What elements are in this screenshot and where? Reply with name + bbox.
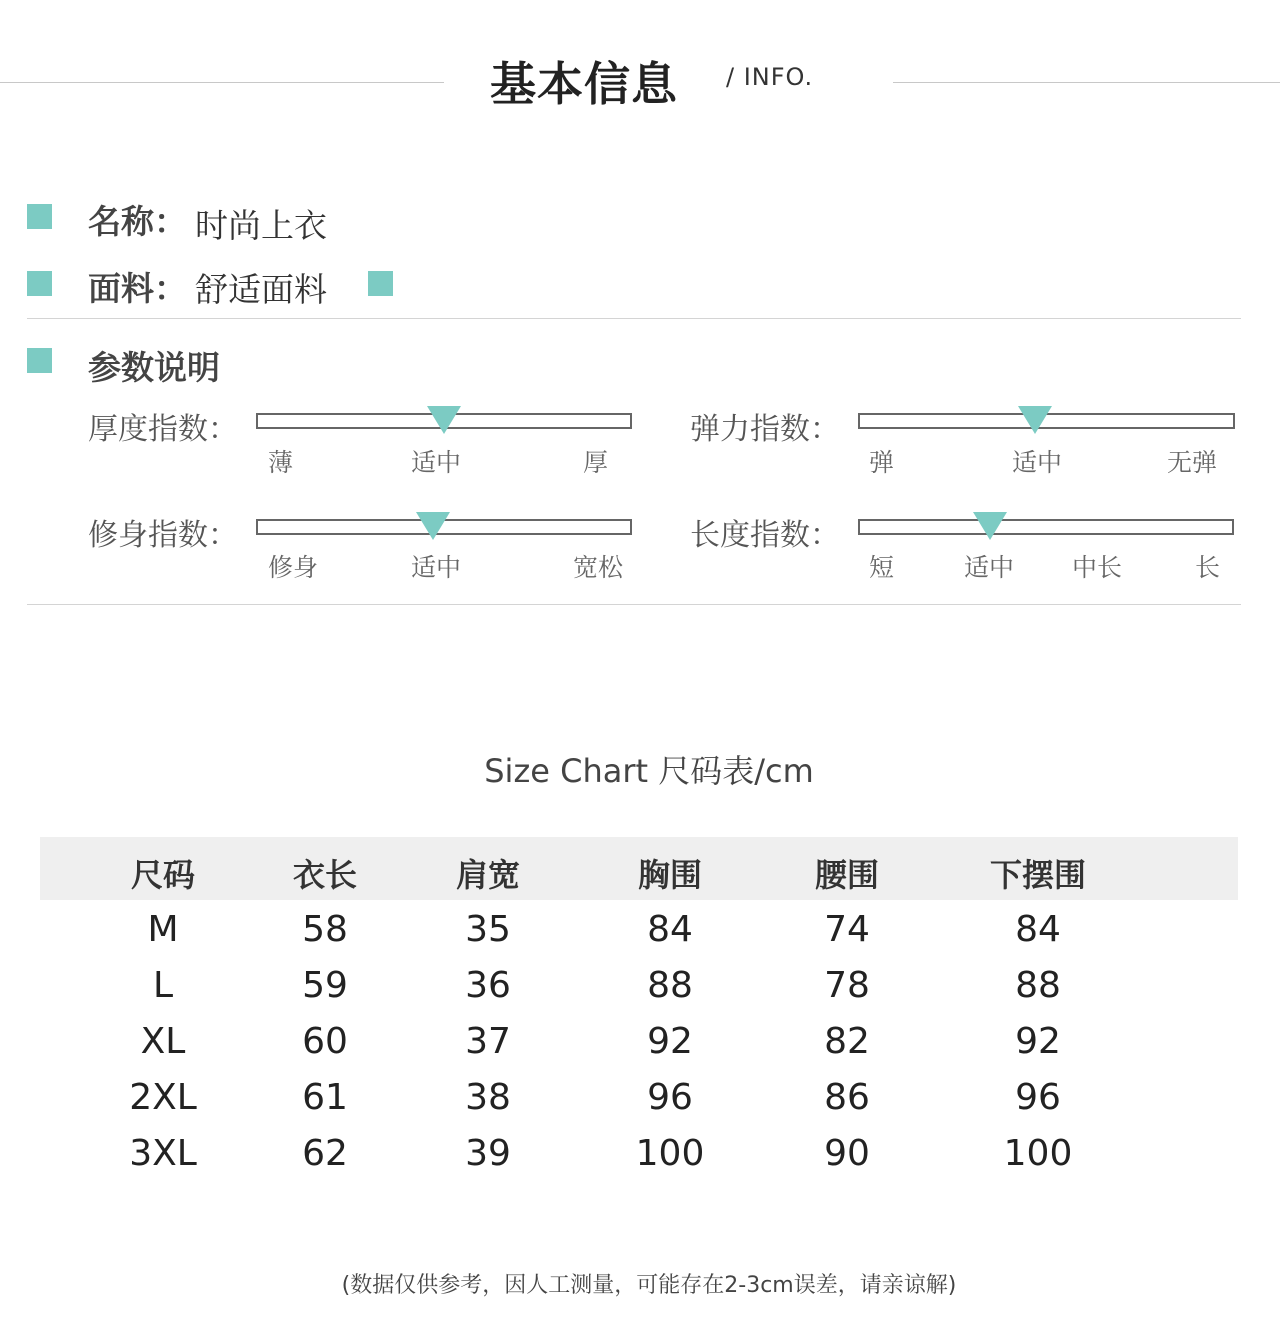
thickness-tick-thick: 厚 xyxy=(583,448,609,477)
fit-tick-medium: 适中 xyxy=(411,553,462,582)
fabric-label: 面料： xyxy=(88,269,187,308)
length-index-marker-icon xyxy=(973,512,1007,540)
divider xyxy=(27,604,1241,605)
table-cell: 92 xyxy=(1015,1021,1061,1062)
table-cell: 74 xyxy=(824,909,870,950)
length-index-label: 长度指数： xyxy=(690,518,840,553)
measurement-note: (数据仅供参考，因人工测量，可能存在2-3cm误差，请亲谅解) xyxy=(341,1273,957,1298)
table-cell: 38 xyxy=(465,1077,511,1118)
size-table-header: 尺码 xyxy=(130,856,196,894)
table-cell: 39 xyxy=(465,1133,511,1174)
header-line-right xyxy=(893,82,1280,83)
fit-tick-loose: 宽松 xyxy=(573,553,624,582)
table-cell: 36 xyxy=(465,965,511,1006)
bullet-square-icon xyxy=(27,271,52,296)
table-cell: 90 xyxy=(824,1133,870,1174)
length-tick-short: 短 xyxy=(869,553,895,582)
name-label: 名称： xyxy=(88,202,187,241)
table-cell: 61 xyxy=(302,1077,348,1118)
table-cell: 84 xyxy=(1015,909,1061,950)
divider xyxy=(27,318,1241,319)
thickness-index-label: 厚度指数： xyxy=(88,412,238,447)
thickness-tick-thin: 薄 xyxy=(268,448,294,477)
size-table-header: 肩宽 xyxy=(455,856,521,894)
table-cell: 100 xyxy=(635,1133,705,1174)
header-line-left xyxy=(0,82,444,83)
table-cell: 82 xyxy=(824,1021,870,1062)
table-cell: 88 xyxy=(1015,965,1061,1006)
fit-index-label: 修身指数： xyxy=(88,518,238,553)
length-tick-mid-long: 中长 xyxy=(1072,553,1123,582)
page-title: 基本信息 xyxy=(490,57,678,111)
size-table-header: 下摆围 xyxy=(989,856,1087,894)
table-cell: 96 xyxy=(647,1077,693,1118)
table-cell: 59 xyxy=(302,965,348,1006)
fabric-value: 舒适面料 xyxy=(195,270,327,309)
table-cell: 58 xyxy=(302,909,348,950)
elasticity-index-marker-icon xyxy=(1018,406,1052,434)
table-cell: 96 xyxy=(1015,1077,1061,1118)
size-chart-title: Size Chart 尺码表/cm xyxy=(484,752,814,790)
size-table-header: 腰围 xyxy=(814,856,880,894)
table-cell: 2XL xyxy=(129,1077,197,1118)
name-value: 时尚上衣 xyxy=(195,206,327,245)
table-cell: 100 xyxy=(1003,1133,1073,1174)
length-tick-medium: 适中 xyxy=(964,553,1015,582)
size-table-header: 衣长 xyxy=(292,856,358,894)
table-cell: 86 xyxy=(824,1077,870,1118)
table-cell: 84 xyxy=(647,909,693,950)
size-table-header: 胸围 xyxy=(637,856,703,894)
table-cell: 62 xyxy=(302,1133,348,1174)
table-cell: 78 xyxy=(824,965,870,1006)
length-index-track xyxy=(858,519,1234,535)
table-cell: 92 xyxy=(647,1021,693,1062)
table-cell: 35 xyxy=(465,909,511,950)
table-cell: 88 xyxy=(647,965,693,1006)
elasticity-tick-elastic: 弹 xyxy=(869,448,895,477)
thickness-index-marker-icon xyxy=(427,406,461,434)
page-subtitle: / INFO. xyxy=(726,63,814,91)
bullet-square-icon xyxy=(27,348,52,373)
table-cell: 60 xyxy=(302,1021,348,1062)
elasticity-index-label: 弹力指数： xyxy=(690,412,840,447)
table-cell: L xyxy=(152,965,174,1006)
bullet-square-icon xyxy=(27,204,52,229)
length-tick-long: 长 xyxy=(1195,553,1221,582)
thickness-tick-medium: 适中 xyxy=(411,448,462,477)
fit-index-marker-icon xyxy=(416,512,450,540)
table-cell: XL xyxy=(140,1021,186,1062)
table-cell: 3XL xyxy=(129,1133,197,1174)
elasticity-tick-none: 无弹 xyxy=(1167,448,1218,477)
table-cell: M xyxy=(147,909,179,950)
trailing-square-icon xyxy=(368,271,393,296)
params-label: 参数说明 xyxy=(88,348,220,387)
fit-tick-slim: 修身 xyxy=(268,553,319,582)
table-cell: 37 xyxy=(465,1021,511,1062)
elasticity-tick-medium: 适中 xyxy=(1012,448,1063,477)
